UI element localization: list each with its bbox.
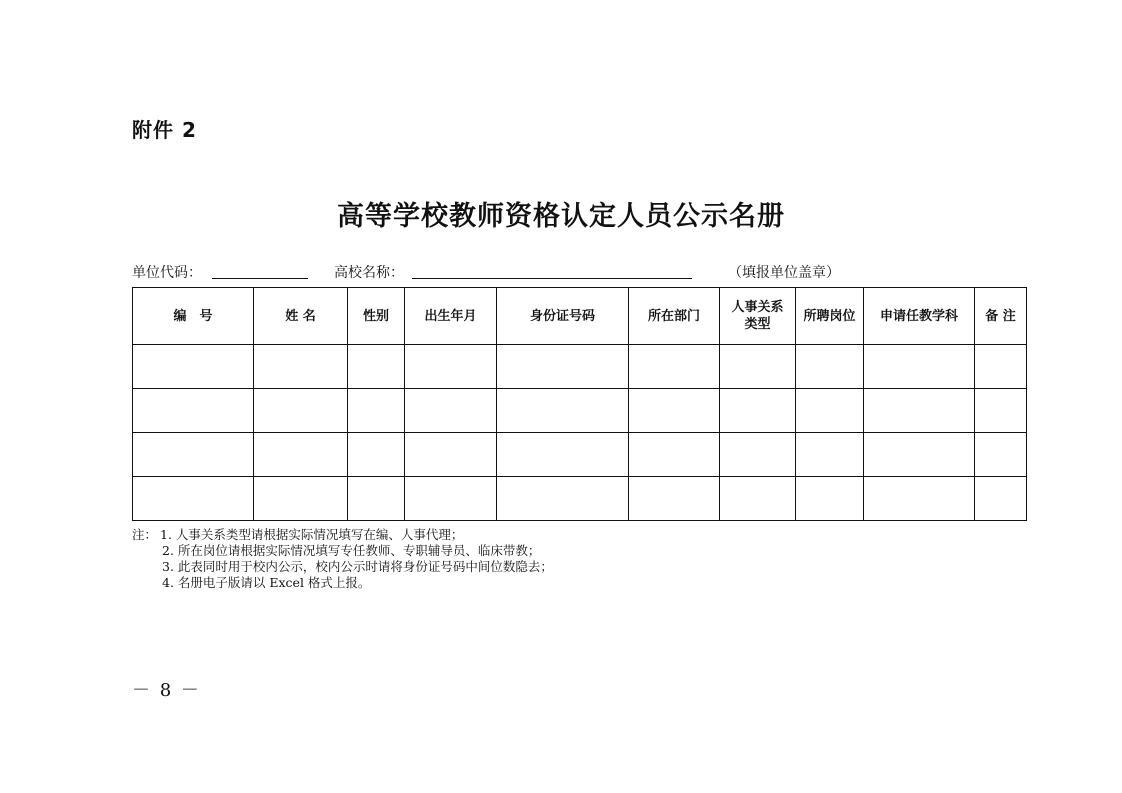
- table-cell[interactable]: [629, 433, 720, 477]
- table-cell[interactable]: [975, 477, 1027, 521]
- table-row: [133, 477, 1027, 521]
- table-cell[interactable]: [497, 345, 629, 389]
- table-cell[interactable]: [348, 477, 405, 521]
- table-cell[interactable]: [405, 477, 497, 521]
- document-title: 高等学校教师资格认定人员公示名册: [337, 201, 785, 232]
- table-row: [133, 389, 1027, 433]
- header-subject: 申请任教学科: [864, 288, 975, 345]
- header-personnel-type: 人事关系类型: [720, 288, 796, 345]
- table-row: [133, 345, 1027, 389]
- roster-table: [132, 287, 1027, 521]
- header-gender: 性别: [348, 288, 405, 345]
- header-number: 编 号: [133, 288, 254, 345]
- table-cell[interactable]: [133, 433, 254, 477]
- unit-code-field[interactable]: [212, 262, 308, 283]
- attachment-label: 附件 2: [132, 118, 197, 142]
- note-text: 1. 人事关系类型请根据实际情况填写在编、人事代理；: [160, 527, 464, 542]
- stamp-note: （填报单位盖章）: [728, 265, 840, 281]
- table-cell[interactable]: [864, 345, 975, 389]
- table-cell[interactable]: [254, 389, 348, 433]
- table-cell[interactable]: [864, 433, 975, 477]
- table-cell[interactable]: [348, 389, 405, 433]
- form-header-line: [132, 262, 1032, 284]
- table-cell[interactable]: [405, 345, 497, 389]
- table-cell[interactable]: [405, 433, 497, 477]
- table-cell[interactable]: [796, 345, 864, 389]
- notes-prefix: 注：: [132, 527, 158, 542]
- table-cell[interactable]: [720, 433, 796, 477]
- table-cell[interactable]: [348, 345, 405, 389]
- table-cell[interactable]: [497, 433, 629, 477]
- table-cell[interactable]: [975, 345, 1027, 389]
- table-cell[interactable]: [133, 477, 254, 521]
- table-cell[interactable]: [497, 477, 629, 521]
- header-name: 姓 名: [254, 288, 348, 345]
- table-cell[interactable]: [254, 345, 348, 389]
- table-cell[interactable]: [497, 389, 629, 433]
- header-remarks: 备 注: [975, 288, 1027, 345]
- school-name-field[interactable]: [412, 262, 692, 283]
- table-cell[interactable]: [629, 477, 720, 521]
- table-cell[interactable]: [254, 477, 348, 521]
- note-text: 2. 所在岗位请根据实际情况填写专任教师、专职辅导员、临床带教；: [162, 543, 541, 558]
- table-cell[interactable]: [864, 477, 975, 521]
- table-cell[interactable]: [405, 389, 497, 433]
- table-cell[interactable]: [629, 389, 720, 433]
- table-cell[interactable]: [720, 389, 796, 433]
- page-number: － 8 －: [132, 680, 201, 701]
- header-id-number: 身份证号码: [497, 288, 629, 345]
- header-position: 所聘岗位: [796, 288, 864, 345]
- note-text: 3. 此表同时用于校内公示，校内公示时请将身份证号码中间位数隐去；: [162, 559, 553, 574]
- table-row: [133, 433, 1027, 477]
- table-cell[interactable]: [975, 389, 1027, 433]
- table-cell[interactable]: [254, 433, 348, 477]
- table-cell[interactable]: [133, 345, 254, 389]
- note-text: 4. 名册电子版请以 Excel 格式上报。: [162, 575, 371, 590]
- table-cell[interactable]: [348, 433, 405, 477]
- table-cell[interactable]: [864, 389, 975, 433]
- school-name-label: 高校名称：: [334, 265, 404, 281]
- table-cell[interactable]: [720, 477, 796, 521]
- table-cell[interactable]: [975, 433, 1027, 477]
- header-birth-date: 出生年月: [405, 288, 497, 345]
- unit-code-label: 单位代码：: [132, 265, 202, 281]
- table-header-row: [133, 288, 1027, 345]
- header-department: 所在部门: [629, 288, 720, 345]
- table-cell[interactable]: [796, 477, 864, 521]
- table-cell[interactable]: [720, 345, 796, 389]
- table-cell[interactable]: [796, 433, 864, 477]
- table-cell[interactable]: [133, 389, 254, 433]
- table-cell[interactable]: [629, 345, 720, 389]
- table-cell[interactable]: [796, 389, 864, 433]
